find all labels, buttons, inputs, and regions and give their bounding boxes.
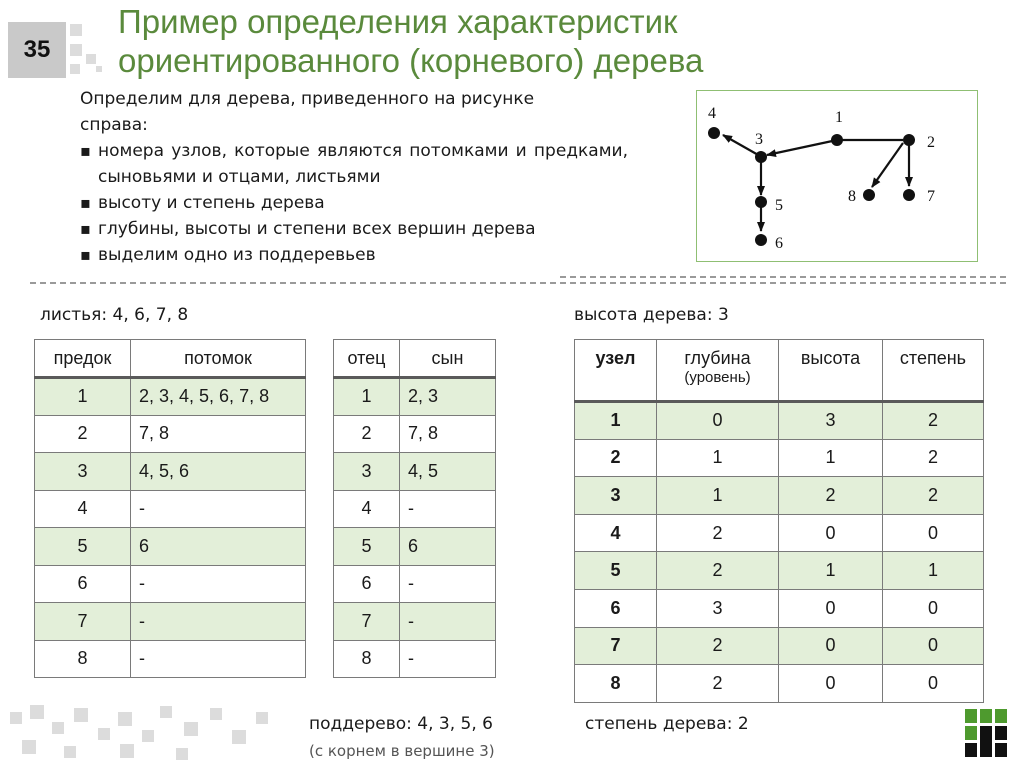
table-cell: 5: [334, 528, 400, 566]
decor-square: [22, 740, 36, 754]
table-row: [334, 640, 496, 678]
table-row: [334, 415, 496, 453]
parents-table: [333, 339, 496, 678]
table-row: [35, 378, 306, 416]
intro-bullet: ▪ номера узлов, которые являются потомками и предками, сыновьями и отцами, листьями: [80, 138, 628, 190]
table-cell: 7, 8: [131, 415, 306, 453]
intro-bullet: ▪ выделим одно из поддеревьев: [80, 242, 628, 268]
table-cell: 2: [883, 439, 984, 477]
table-row: [575, 552, 984, 590]
table-cell: 6: [575, 589, 657, 627]
table-row: [35, 640, 306, 678]
decor-square: [120, 744, 134, 758]
table-cell: 2: [657, 627, 779, 665]
table-cell: 1: [575, 402, 657, 440]
table-cell: 8: [334, 640, 400, 678]
table-header: отец: [334, 340, 400, 378]
tree-node-1: [831, 134, 843, 146]
table-cell: 4: [35, 490, 131, 528]
table-cell: -: [131, 640, 306, 678]
slide-number: 35: [8, 22, 66, 78]
table-cell: 4, 5: [400, 453, 496, 491]
decor-square: [74, 708, 88, 722]
table-cell: 8: [575, 665, 657, 703]
slide-title-line1: Пример определения характеристик: [118, 3, 678, 40]
table-header: узел: [575, 340, 657, 402]
table-cell: 2: [883, 477, 984, 515]
decor-square: [160, 706, 172, 718]
table-cell: 3: [657, 589, 779, 627]
tree-node-label: 3: [755, 131, 763, 148]
tree-node-4: [708, 127, 720, 139]
table-cell: 5: [35, 528, 131, 566]
intro-line2: справа:: [80, 115, 148, 135]
table-cell: 7: [575, 627, 657, 665]
table-row: [334, 565, 496, 603]
table-header: степень: [883, 340, 984, 402]
slide-title: [118, 2, 1008, 80]
table-cell: 7: [35, 603, 131, 641]
table-cell: 6: [334, 565, 400, 603]
table-cell: 1: [883, 552, 984, 590]
table-cell: 1: [779, 552, 883, 590]
table-cell: 3: [575, 477, 657, 515]
tree-node-label: 4: [708, 105, 716, 122]
table-cell: 7, 8: [400, 415, 496, 453]
height-label: высота дерева: 3: [574, 305, 729, 325]
intro-bullet: ▪ глубины, высоты и степени всех вершин дерева: [80, 216, 628, 242]
slide-title-line2: ориентированного (корневого) дерева: [118, 42, 704, 79]
degree-label: степень дерева: 2: [585, 714, 749, 734]
table-cell: 4, 5, 6: [131, 453, 306, 491]
table-cell: -: [131, 490, 306, 528]
decor-square: [118, 712, 132, 726]
dashed-divider: [560, 276, 1006, 278]
table-cell: 7: [334, 603, 400, 641]
table-cell: 1: [35, 378, 131, 416]
table-cell: 6: [131, 528, 306, 566]
tree-edge: [872, 143, 903, 187]
decor-square: [96, 66, 102, 72]
intro-bullet: ▪ высоту и степень дерева: [80, 190, 628, 216]
table-cell: -: [400, 603, 496, 641]
table-row: [575, 439, 984, 477]
table-cell: -: [400, 565, 496, 603]
dashed-divider: [30, 282, 1006, 284]
table-cell: 2: [575, 439, 657, 477]
decor-square: [256, 712, 268, 724]
leaves-label: листья: 4, 6, 7, 8: [40, 305, 189, 325]
table-cell: 6: [35, 565, 131, 603]
table-row: [35, 603, 306, 641]
table-header: предок: [35, 340, 131, 378]
table-cell: 3: [334, 453, 400, 491]
table-header-sub: (уровень): [684, 369, 751, 386]
decor-square: [232, 730, 246, 744]
decor-square: [142, 730, 154, 742]
table-cell: 1: [657, 477, 779, 515]
table-row: [35, 528, 306, 566]
tree-node-3: [755, 151, 767, 163]
table-row: [575, 402, 984, 440]
tree-node-label: 1: [835, 109, 843, 126]
table-cell: -: [400, 490, 496, 528]
table-row: [575, 477, 984, 515]
tree-svg: [697, 91, 977, 261]
decor-square: [70, 24, 82, 36]
table-row: [35, 415, 306, 453]
table-row: [35, 565, 306, 603]
tree-diagram: [696, 90, 978, 262]
table-cell: 0: [883, 627, 984, 665]
table-cell: 0: [779, 627, 883, 665]
table-row: [35, 453, 306, 491]
table-header-depth: [657, 340, 779, 402]
decor-square: [86, 54, 96, 64]
table-row: [334, 378, 496, 416]
table-cell: 2: [883, 402, 984, 440]
table-cell: 0: [883, 665, 984, 703]
table-row: [334, 490, 496, 528]
table-header: потомок: [131, 340, 306, 378]
table-cell: -: [131, 565, 306, 603]
tree-node-label: 2: [927, 134, 935, 151]
tree-node-label: 7: [927, 188, 935, 205]
table-cell: 2, 3: [400, 378, 496, 416]
table-cell: 2: [779, 477, 883, 515]
tree-node-7: [903, 189, 915, 201]
subtree-label: поддерево: 4, 3, 5, 6: [309, 714, 493, 734]
table-cell: 0: [779, 665, 883, 703]
subtree-note: (с корнем в вершине 3): [309, 742, 495, 760]
table-row: [334, 528, 496, 566]
table-cell: 8: [35, 640, 131, 678]
table-cell: 1: [779, 439, 883, 477]
intro-line1: Определим для дерева, приведенного на рисунке: [80, 89, 535, 109]
table-cell: 5: [575, 552, 657, 590]
tree-node-label: 5: [775, 197, 783, 214]
table-cell: 3: [779, 402, 883, 440]
table-row: [575, 589, 984, 627]
table-cell: 3: [35, 453, 131, 491]
decor-square: [64, 746, 76, 758]
tree-node-6: [755, 234, 767, 246]
table-cell: 2: [657, 514, 779, 552]
decor-square: [184, 722, 198, 736]
table-cell: 0: [883, 589, 984, 627]
table-header: глубина: [684, 348, 751, 368]
table-header: высота: [779, 340, 883, 402]
tree-edge: [767, 140, 837, 155]
table-cell: -: [131, 603, 306, 641]
table-cell: 2: [35, 415, 131, 453]
logo-icon: [963, 707, 1009, 759]
table-cell: 1: [657, 439, 779, 477]
decor-square: [98, 728, 110, 740]
table-cell: 2: [657, 552, 779, 590]
intro-bullets: [80, 138, 628, 268]
tree-node-label: 6: [775, 235, 783, 252]
node-stats-table: [574, 339, 984, 703]
tree-node-8: [863, 189, 875, 201]
table-cell: 0: [779, 589, 883, 627]
ancestors-table: [34, 339, 306, 678]
table-row: [334, 603, 496, 641]
table-row: [575, 665, 984, 703]
intro-text: [80, 86, 628, 268]
table-row: [575, 627, 984, 665]
table-cell: 0: [657, 402, 779, 440]
table-cell: -: [400, 640, 496, 678]
table-cell: 0: [883, 514, 984, 552]
table-cell: 2: [334, 415, 400, 453]
table-cell: 2: [657, 665, 779, 703]
table-cell: 0: [779, 514, 883, 552]
table-cell: 2, 3, 4, 5, 6, 7, 8: [131, 378, 306, 416]
decor-square: [52, 722, 64, 734]
table-cell: 4: [334, 490, 400, 528]
decor-square: [210, 708, 222, 720]
decor-square: [30, 705, 44, 719]
tree-node-label: 8: [848, 188, 856, 205]
tree-node-5: [755, 196, 767, 208]
decor-square: [70, 64, 80, 74]
table-header: сын: [400, 340, 496, 378]
table-cell: 4: [575, 514, 657, 552]
table-cell: 6: [400, 528, 496, 566]
decor-square: [70, 44, 82, 56]
table-row: [334, 453, 496, 491]
table-cell: 1: [334, 378, 400, 416]
tree-node-2: [903, 134, 915, 146]
table-row: [35, 490, 306, 528]
decor-square: [176, 748, 188, 760]
table-row: [575, 514, 984, 552]
decor-square: [10, 712, 22, 724]
